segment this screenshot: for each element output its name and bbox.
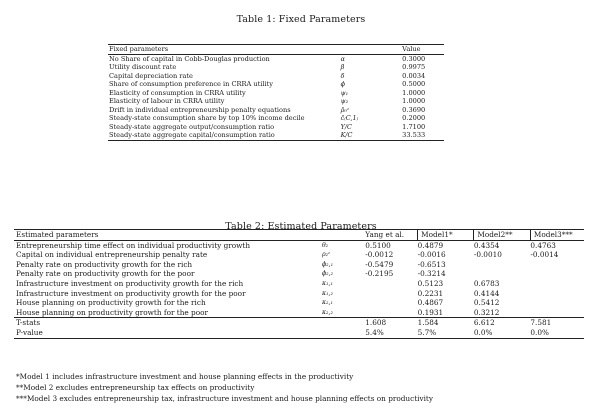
table1-caption: Table 1: Fixed Parameters: [236, 14, 366, 25]
table-row: [108, 72, 444, 81]
parameter-name: House planning on productivity growth for the poor: [16, 307, 208, 317]
parameter-symbol: [322, 328, 365, 338]
table-row: [108, 123, 444, 132]
parameter-symbol: ϕ₂,₂: [321, 270, 334, 278]
note-model1: *Model 1 includes infrastructure investment and house planning effects in the productivity: [16, 372, 354, 381]
parameter-value: 0.3000: [402, 54, 426, 63]
model1-value: 0.5123: [417, 278, 444, 288]
model3-value: 0.0%: [530, 328, 584, 338]
parameter-symbol: ϕ: [340, 80, 345, 89]
table-row: [108, 63, 444, 72]
table-row: [14, 250, 584, 260]
note-model3: ***Model 3 excludes entrepreneurship tax, infrastructure investment and house planning effects on productivity: [16, 393, 433, 403]
table1-header-name: Fixed parameters: [108, 45, 341, 55]
parameter-name: Steady-state aggregate output/consumption ratio: [109, 122, 275, 131]
table2-header-model2: Model2**: [474, 230, 531, 241]
parameter-symbol: ρ̄₀ᶻ: [340, 105, 350, 114]
model3-value: 7.581: [530, 318, 584, 328]
table-row: [14, 269, 584, 279]
parameter-name: T-stats: [14, 318, 322, 328]
parameter-symbol: ψ₁: [340, 88, 349, 97]
model2-value: -0.0010: [473, 250, 502, 260]
parameter-symbol: [322, 318, 365, 328]
yang-value: 0.5100: [365, 240, 391, 250]
model2-value: 0.5412: [473, 298, 500, 308]
model3-value: 0.4763: [530, 240, 556, 250]
model2-value: 0.4144: [473, 288, 500, 298]
model2-value: 0.0%: [474, 328, 531, 338]
parameter-name: House planning on productivity growth for the rich: [16, 298, 206, 308]
table-row: [108, 106, 444, 115]
parameter-symbol: β: [340, 63, 345, 72]
parameter-symbol: θ₂: [321, 241, 329, 249]
model1-value: 0.2231: [417, 288, 444, 298]
table2-header-model3: Model3***: [530, 230, 584, 241]
table-row: [14, 298, 584, 308]
parameter-symbol: Y/C: [340, 122, 352, 131]
parameter-value: 0.5000: [402, 80, 426, 89]
fixed-parameters-table: [108, 44, 444, 141]
table2-caption: Table 2: Estimated Parameters: [225, 221, 377, 232]
table2-header-model1: Model1*: [418, 230, 474, 241]
table-row: [108, 114, 444, 123]
parameter-symbol: κ₂,₂: [321, 308, 333, 316]
model2-value: [474, 269, 531, 279]
table-row: [108, 89, 444, 98]
model3-value: [530, 298, 584, 308]
table-row: [108, 131, 444, 140]
parameter-name: Penalty rate on productivity growth for the poor: [16, 269, 195, 279]
table-row: [108, 54, 444, 63]
parameter-name: Elasticity of consumption in CRRA utility: [109, 88, 246, 97]
table-row: [14, 279, 584, 289]
parameter-name: Capital depreciation rate: [109, 71, 193, 80]
yang-value: [365, 298, 417, 308]
parameter-value: 0.3690: [402, 105, 426, 114]
table-row: [14, 289, 584, 299]
table-row: [14, 308, 584, 318]
parameter-symbol: c̄₍C,1₎: [340, 114, 359, 123]
model3-value: [530, 289, 584, 299]
table-notes: [16, 372, 596, 404]
parameter-value: 1.0000: [402, 97, 426, 106]
model1-value: 1.584: [418, 318, 474, 328]
model2-value: 6.612: [474, 318, 531, 328]
parameter-name: Capital on individual entrepreneurship penalty rate: [16, 250, 208, 260]
table-row: [14, 260, 584, 270]
model1-value: -0.0016: [417, 250, 446, 260]
table-row: [14, 318, 584, 328]
parameter-symbol: ρ₂ᶻ: [321, 251, 331, 259]
parameter-value: 1.7100: [402, 122, 426, 131]
parameter-symbol: κ₁,₁: [321, 279, 333, 287]
parameter-symbol: ϕ₂,₁: [321, 260, 334, 268]
table-row: [14, 328, 584, 338]
model1-value: 0.1931: [417, 307, 444, 317]
table2-header-row: [14, 230, 584, 241]
parameter-value: 0.0034: [402, 71, 426, 80]
model2-value: 0.3212: [473, 307, 500, 317]
model1-value: 0.4879: [417, 240, 444, 250]
parameter-symbol: δ: [340, 71, 345, 80]
estimated-parameters-table: [14, 229, 584, 339]
parameter-symbol: K/C: [341, 131, 403, 140]
yang-value: [365, 289, 417, 299]
table1-header-row: [108, 45, 444, 55]
parameter-name: P-value: [14, 328, 322, 338]
yang-value: [365, 279, 417, 289]
yang-value: -0.0012: [365, 250, 394, 260]
table-row: [108, 97, 444, 106]
table2-header-name: Estimated parameters: [14, 230, 322, 241]
yang-value: -0.2195: [365, 269, 394, 279]
table1-header-value: Value: [402, 45, 444, 55]
yang-value: 5.4%: [365, 328, 417, 338]
parameter-symbol: α: [340, 54, 345, 63]
table-row: [108, 80, 444, 89]
model1-value: -0.6513: [417, 259, 446, 269]
table-row: [14, 240, 584, 250]
parameter-symbol: κ₂,₁: [321, 299, 333, 307]
model2-value: 0.6783: [473, 278, 500, 288]
parameter-name: Penalty rate on productivity growth for the rich: [16, 259, 193, 269]
yang-value: [365, 308, 417, 318]
parameter-name: Infrastructure investment on productivity growth for the rich: [16, 278, 244, 288]
model1-value: 0.4867: [417, 298, 444, 308]
model1-value: -0.3214: [417, 269, 446, 279]
model1-value: 5.7%: [418, 328, 474, 338]
parameter-name: Share of consumption preference in CRRA utility: [109, 80, 273, 89]
model2-value: [474, 260, 531, 270]
yang-value: -0.5479: [365, 259, 394, 269]
model3-value: [530, 279, 584, 289]
table1-header-symbol: [341, 45, 403, 55]
parameter-name: Steady-state aggregate capital/consumption ratio: [108, 131, 341, 140]
parameter-name: Infrastructure investment on productivity growth for the poor: [16, 288, 246, 298]
parameter-name: Steady-state consumption share by top 10% income decile: [109, 114, 305, 123]
model3-value: [530, 269, 584, 279]
parameter-value: 33.533: [402, 131, 444, 140]
model3-value: [530, 260, 584, 270]
table2-header-symbol: [322, 230, 365, 241]
table2-header-yang: Yang et al.: [365, 230, 417, 241]
model2-value: 0.4354: [473, 240, 500, 250]
note-model2: **Model 2 excludes entrepreneurship tax effects on productivity: [16, 382, 255, 392]
parameter-value: 0.2000: [402, 114, 426, 123]
model3-value: [530, 308, 584, 318]
parameter-value: 1.0000: [402, 88, 426, 97]
parameter-name: Utility discount rate: [109, 63, 177, 72]
parameter-symbol: ψ₂: [340, 97, 349, 106]
parameter-name: Entrepreneurship time effect on individual productivity growth: [16, 240, 251, 250]
model3-value: -0.0014: [530, 250, 559, 260]
yang-value: 1.608: [365, 318, 417, 328]
parameter-value: 0.9975: [402, 63, 426, 72]
parameter-name: Drift in individual entrepreneurship penalty equations: [109, 105, 291, 114]
parameter-symbol: κ₁,₂: [321, 289, 333, 297]
parameter-name: Elasticity of labour in CRRA utility: [109, 97, 225, 106]
parameter-name: No Share of capital in Cobb-Douglas production: [109, 54, 270, 63]
